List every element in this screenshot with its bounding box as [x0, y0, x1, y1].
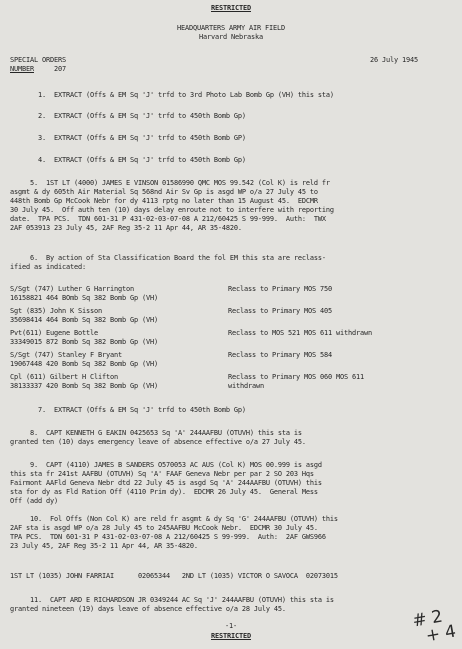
para-6-line-2: ified as indicated: — [10, 263, 86, 271]
number-label: NUMBER — [10, 65, 34, 73]
para-8-line-2: granted ten (10) days emergency leave of absence effective o/a 27 July 45. — [10, 438, 306, 446]
para-9-line-4: sta for dy as Fld Ration Off (4110 Prim dy). EDCMR 26 July 45. General Mess — [10, 488, 318, 496]
number-line — [10, 65, 66, 74]
para-6-line-1: 6. By action of Sta Classification Board the fol EM this sta are reclass- — [10, 254, 326, 262]
para-9-line-5: Off (add dy) — [10, 497, 58, 505]
reclass-row-2-name: Sgt (835) John K Sisson — [10, 307, 102, 315]
classification-footer: RESTRICTED — [211, 632, 251, 640]
hq-location: Harvard Nebraska — [199, 33, 263, 41]
para-9-line-1: 9. CAPT (4110) JAMES B SANDERS O570053 AC AUS (Col K) MOS 00.999 is asgd — [10, 461, 322, 469]
reclass-row-3-name: Pvt(611) Eugene Bottle — [10, 329, 98, 337]
para-11-line-1: 11. CAPT ARD E RICHARDSON JR 0349244 AC Sq 'J' 244AAFBU (OTUVH) this sta is — [10, 596, 334, 604]
reclass-row-1-name: S/Sgt (747) Luther G Harrington — [10, 285, 134, 293]
para-11-line-2: granted nineteen (19) days leave of absence effective o/a 28 July 45. — [10, 605, 286, 613]
reclass-row-1-unit: 16158821 464 BOmb Sq 382 Bomb Gp (VH) — [10, 294, 158, 302]
para-7: 7. EXTRACT (Offs & EM Sq 'J' trfd to 450th Bomb Gp) — [38, 406, 246, 414]
reclass-row-4-unit: 19067448 420 Bomb Sq 382 Bomb Gp (VH) — [10, 360, 158, 368]
para-5-line-2: asgmt & dy 605th Air Material Sq 568nd Air Sv Gp is asgd WP o/a 27 July 45 to — [10, 188, 318, 196]
para-8-line-1: 8. CAPT KENNETH G EAKIN 0425653 Sq 'A' 244AAFBU (OTUVH) this sta is — [10, 429, 302, 437]
para-2: 2. EXTRACT (Offs & EM Sq 'J' trfd to 450th Bomb Gp) — [38, 112, 246, 120]
para-10-line-1: 10. Fol Offs (Non Col K) are reld fr asgmt & dy Sq 'G' 244AAFBU (OTUVH) this — [10, 515, 338, 523]
para-10-line-3: TPA PCS. TDN 601-31 P 431-02-03-07-08 A 212/60425 S 99-999. Auth: 2AF GWS966 — [10, 533, 326, 541]
hq-title: HEADQUARTERS ARMY AIR FIELD — [177, 24, 285, 32]
reclass-row-4-action: Reclass to Primary MOS 584 — [228, 351, 332, 359]
para-5-line-4: 30 July 45. Off auth ten (10) days delay enroute not to interfere with reporting — [10, 206, 334, 214]
reclass-row-5-unit: 38133337 420 Bomb Sq 382 Bomb Gp (VH) — [10, 382, 158, 390]
reclass-row-2-action: Reclass to Primary MOS 405 — [228, 307, 332, 315]
para-9-line-3: Fairmont AAFld Geneva Nebr dtd 22 July 45 is asgd Sq 'A' 244AAFBU (OTUVH) this — [10, 479, 322, 487]
officers-list: 1ST LT (1035) JOHN FARRIAI 02065344 2ND LT (1035) VICTOR O SAVOCA 02073015 — [10, 572, 338, 580]
handwritten-note: # 2 + 4 — [411, 606, 458, 649]
para-5-line-6: 2AF 053913 23 July 45, 2AF Reg 35-2 11 Apr 44, AR 35-4820. — [10, 224, 242, 232]
para-10-line-4: 23 July 45, 2AF Reg 35-2 11 Apr 44, AR 35-4820. — [10, 542, 198, 550]
reclass-row-5-name: Cpl (611) Gilbert H Clifton — [10, 373, 118, 381]
orders-label: SPECIAL ORDERS — [10, 56, 66, 64]
order-date: 26 July 1945 — [370, 56, 418, 64]
para-3: 3. EXTRACT (Offs & EM Sq 'J' trfd to 450th Bomb GP) — [38, 134, 246, 142]
reclass-row-3-action: Reclass to MOS 521 MOS 611 withdrawn — [228, 329, 372, 337]
para-9-line-2: this sta fr 241st AAFBU (OTUVH) Sq 'A' FAAF Geneva Nebr per par 2 SO 203 Hqs — [10, 470, 314, 478]
para-1: 1. EXTRACT (Offs & EM Sq 'J' trfd to 3rd Photo Lab Bomb Gp (VH) this sta) — [38, 91, 334, 99]
order-number: 207 — [54, 65, 66, 73]
reclass-row-3-unit: 33349015 872 Bomb Sq 382 Bomb Gp (VH) — [10, 338, 158, 346]
para-5-line-1: 5. 1ST LT (4000) JAMES E VINSON 01586990 QMC MOS 99.542 (Col K) is reld fr — [10, 179, 330, 187]
page-number: -1- — [225, 622, 237, 630]
reclass-row-5-action: Reclass to Primary MOS 060 MOS 611 — [228, 373, 364, 381]
para-5-line-5: date. TPA PCS. TDN 601-31 P 431-02-03-07-08 A 212/60425 S 99-999. Auth: TWX — [10, 215, 326, 223]
classification-header: RESTRICTED — [211, 4, 251, 12]
para-4: 4. EXTRACT (Offs & EM Sq 'J' trfd to 450th Bomb Gp) — [38, 156, 246, 164]
para-10-line-2: 2AF sta is asgd WP o/a 28 July 45 to 245AAFBU McCook Nebr. EDCMR 30 July 45. — [10, 524, 318, 532]
para-5-line-3: 448th Bomb Gp McCook Nebr for dy 4113 rptg no later than 15 August 45. EDCMR — [10, 197, 318, 205]
reclass-row-4-name: S/Sgt (747) Stanley F Bryant — [10, 351, 122, 359]
reclass-row-1-action: Reclass to Primary MOS 750 — [228, 285, 332, 293]
reclass-row-5-action-cont: withdrawn — [228, 382, 264, 390]
reclass-row-2-unit: 35698414 464 Bomb Sq 382 Bomb Gp (VH) — [10, 316, 158, 324]
